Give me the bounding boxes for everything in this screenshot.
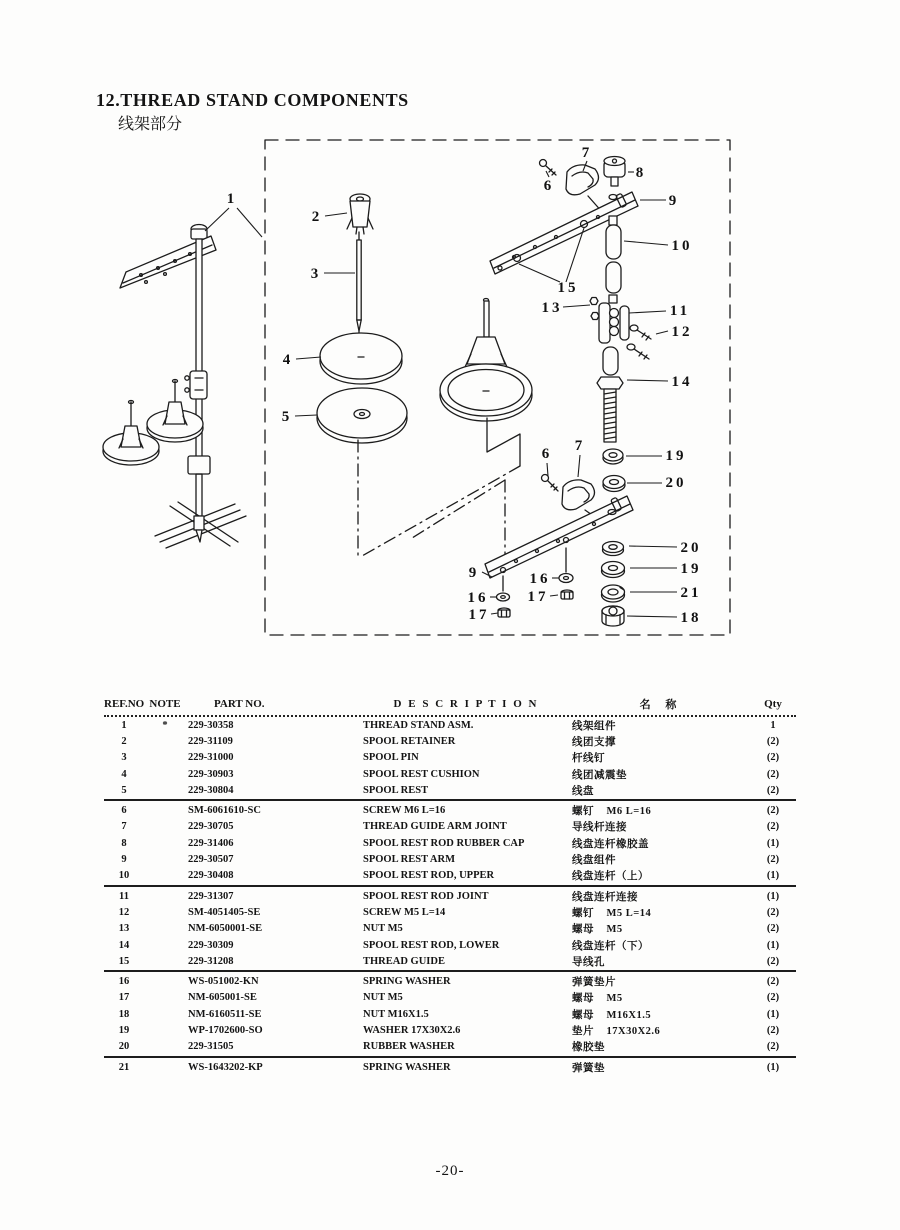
table-section-divider (104, 885, 796, 887)
cell-qty: (2) (766, 784, 780, 796)
part-number-label: 4 (282, 352, 294, 368)
table-section-divider (104, 970, 796, 972)
cell-ref-no: 5 (121, 784, 127, 796)
parts-table (104, 696, 796, 1075)
cell-description: SPOOL REST CUSHION (363, 768, 480, 780)
cell-part-no: 229-30903 (188, 768, 234, 780)
cell-name-cn: 线盘连杆（上） (572, 871, 649, 883)
cell-ref-no: 20 (118, 1041, 130, 1053)
label-leader-line (550, 595, 558, 596)
cell-qty: 1 (770, 719, 776, 731)
cell-qty: (2) (766, 976, 780, 988)
part-number-label: 6 (543, 178, 555, 194)
cell-part-no: 229-30507 (188, 854, 234, 866)
cell-ref-no: 4 (121, 768, 127, 780)
cell-part-no: SM-4051405-SE (188, 906, 261, 918)
cell-description: SPOOL REST ROD RUBBER CAP (363, 837, 525, 849)
cell-part-no: NM-605001-SE (188, 992, 257, 1004)
cell-qty: (2) (766, 735, 780, 747)
table-row (104, 851, 796, 867)
cell-name-cn: 螺母 M16X1.5 (572, 1009, 652, 1021)
cell-qty: (2) (766, 906, 780, 918)
cell-qty: (2) (766, 955, 780, 967)
table-row (104, 904, 796, 920)
cell-ref-no: 12 (118, 906, 130, 918)
part-number-label: 7 (581, 145, 593, 161)
cell-name-cn: 垫片 17X30X2.6 (572, 1025, 661, 1037)
cell-ref-no: 2 (121, 735, 127, 747)
header-note: NOTE (149, 698, 181, 710)
table-row (104, 782, 796, 798)
table-row (104, 1022, 796, 1038)
part-number-label: 17 (468, 607, 490, 623)
part-number-label: 19 (665, 448, 687, 464)
cell-name-cn: 螺钉 M6 L=16 (572, 806, 652, 818)
cell-name-cn: 螺母 M5 (572, 993, 623, 1005)
cell-name-cn: 线盘组件 (572, 855, 616, 867)
cell-ref-no: 21 (118, 1061, 130, 1073)
part-number-label: 2 (311, 209, 323, 225)
cell-ref-no: 9 (121, 854, 127, 866)
part-number-label: 17 (527, 589, 549, 605)
label-leader-line (629, 546, 677, 547)
label-leader-line (237, 208, 262, 237)
label-leader-line (629, 311, 666, 313)
header-part-no: PART NO. (214, 698, 265, 710)
header-ref-no: REF.NO (104, 698, 145, 710)
cell-part-no: 229-31208 (188, 955, 234, 967)
cell-description: NUT M5 (363, 992, 403, 1004)
cell-part-no: SM-6061610-SC (188, 805, 261, 817)
header-qty: Qty (764, 698, 782, 710)
cell-name-cn: 线盘 (572, 785, 594, 797)
table-row (104, 953, 796, 969)
label-leader-line (491, 613, 498, 614)
table-row (104, 766, 796, 782)
cell-part-no: 229-30804 (188, 784, 234, 796)
cell-qty: (2) (766, 992, 780, 1004)
table-row (104, 802, 796, 818)
page-number: -20- (435, 1163, 465, 1179)
cell-name-cn: 线盘连杆橡胶盖 (572, 838, 649, 850)
cell-description: RUBBER WASHER (363, 1041, 455, 1053)
label-leader-line (325, 213, 347, 216)
cell-description: THREAD GUIDE ARM JOINT (363, 821, 507, 833)
table-row (104, 937, 796, 953)
table-row (104, 888, 796, 904)
label-leader-line (205, 208, 229, 231)
label-leader-line (624, 241, 668, 245)
cell-part-no: 229-31307 (188, 890, 234, 902)
cell-part-no: NM-6050001-SE (188, 923, 263, 935)
cell-ref-no: 3 (121, 752, 127, 764)
part-number-label: 3 (310, 266, 322, 282)
table-row (104, 835, 796, 851)
table-section-divider (104, 1056, 796, 1058)
part-number-label: 9 (468, 565, 480, 581)
cell-part-no: 229-30705 (188, 821, 234, 833)
spool-cushion-drawing (320, 333, 402, 384)
cell-name-cn: 弹簧垫 (572, 1062, 605, 1074)
label-leader-line (519, 264, 560, 282)
part-number-label: 16 (467, 590, 489, 606)
cell-note: * (162, 719, 168, 731)
cell-description: SCREW M5 L=14 (363, 906, 446, 918)
label-leader-line (578, 455, 580, 477)
cell-part-no: WP-1702600-SO (188, 1024, 263, 1036)
cell-part-no: WS-1643202-KP (188, 1061, 263, 1073)
part-number-label: 7 (574, 438, 586, 454)
cell-qty: (1) (766, 870, 780, 882)
cell-part-no: 229-31000 (188, 752, 234, 764)
label-leader-line (295, 415, 317, 416)
part-number-label: 19 (680, 561, 702, 577)
cell-ref-no: 10 (118, 870, 130, 882)
cell-part-no: 229-31406 (188, 837, 234, 849)
cell-name-cn: 螺母 M5 (572, 924, 623, 936)
cell-ref-no: 19 (118, 1024, 130, 1036)
cell-ref-no: 8 (121, 837, 127, 849)
cell-description: NUT M16X1.5 (363, 1008, 429, 1020)
table-section-divider (104, 799, 796, 801)
cell-name-cn: 导线孔 (572, 956, 605, 968)
cell-qty: (2) (766, 821, 780, 833)
cell-name-cn: 杆线钉 (572, 753, 605, 765)
part-number-label: 12 (671, 324, 693, 340)
cell-description: SPOOL REST ROD JOINT (363, 890, 489, 902)
cell-part-no: WS-051002-KN (188, 976, 259, 988)
cell-description: SCREW M6 L=16 (363, 805, 446, 817)
cell-ref-no: 17 (118, 992, 130, 1004)
cell-ref-no: 15 (118, 955, 130, 967)
label-leader-line (656, 331, 668, 334)
cell-description: SPOOL PIN (363, 752, 419, 764)
table-row (104, 750, 796, 766)
cell-qty: (2) (766, 752, 780, 764)
table-row (104, 1039, 796, 1055)
cell-description: WASHER 17X30X2.6 (363, 1024, 461, 1036)
table-row (104, 717, 796, 733)
cell-description: SPOOL RETAINER (363, 735, 456, 747)
cell-ref-no: 13 (118, 923, 130, 935)
spool-rest-drawing (317, 388, 407, 443)
cell-name-cn: 螺钉 M5 L=14 (572, 907, 652, 919)
part-number-label: 1 (226, 191, 238, 207)
part-number-label: 6 (541, 446, 553, 462)
table-row (104, 921, 796, 937)
cell-qty: (2) (766, 1041, 780, 1053)
cell-name-cn: 线盘连杆（下） (572, 940, 649, 952)
cell-name-cn: 线团减震垫 (572, 769, 627, 781)
cell-name-cn: 橡胶垫 (572, 1042, 605, 1054)
cell-description: SPOOL REST ROD, LOWER (363, 939, 500, 951)
cell-ref-no: 11 (119, 890, 129, 902)
cell-ref-no: 16 (118, 976, 130, 988)
cell-qty: (2) (766, 923, 780, 935)
cell-qty: (2) (766, 768, 780, 780)
cell-description: THREAD GUIDE (363, 955, 445, 967)
cell-description: SPOOL REST ARM (363, 854, 455, 866)
cell-qty: (1) (766, 939, 780, 951)
cell-ref-no: 6 (121, 805, 127, 817)
part-number-label: 14 (671, 374, 693, 390)
part-number-label: 11 (669, 303, 691, 319)
table-row (104, 973, 796, 989)
part-number-label: 16 (529, 571, 551, 587)
cell-description: SPRING WASHER (363, 976, 451, 988)
label-leader-line (627, 616, 677, 617)
label-leader-line (296, 357, 321, 359)
cell-ref-no: 1 (121, 719, 127, 731)
parts-table-header (104, 696, 796, 717)
cell-name-cn: 线盘连杆连接 (572, 891, 638, 903)
part-number-label: 18 (680, 610, 702, 626)
part-number-label: 20 (680, 540, 702, 556)
part-number-label: 8 (635, 165, 647, 181)
cell-description: THREAD STAND ASM. (363, 719, 474, 731)
part-number-label: 5 (281, 409, 293, 425)
thread-stand-assembly-drawing (103, 225, 246, 549)
cell-part-no: 229-30358 (188, 719, 234, 731)
cell-ref-no: 14 (118, 939, 130, 951)
part-number-label: 9 (668, 193, 680, 209)
table-row (104, 868, 796, 884)
spool-retainer-drawing (347, 194, 373, 234)
cell-ref-no: 7 (121, 821, 127, 833)
page-title: 12.THREAD STAND COMPONENTS (96, 90, 409, 110)
part-number-label: 15 (557, 280, 579, 296)
cell-name-cn: 线团支撑 (572, 736, 616, 748)
table-row (104, 1059, 796, 1075)
table-row (104, 1006, 796, 1022)
part-number-label: 21 (680, 585, 702, 601)
header-description: D E S C R I P T I O N (393, 698, 539, 710)
cell-name-cn: 弹簧垫片 (572, 977, 616, 989)
header-name-cn: 名 称 (639, 699, 683, 711)
cell-description: SPRING WASHER (363, 1061, 451, 1073)
table-row (104, 990, 796, 1006)
cell-description: SPOOL REST ROD, UPPER (363, 870, 495, 882)
page-subtitle-cn: 线架部分 (118, 116, 183, 133)
label-leader-line (547, 463, 548, 476)
table-row (104, 733, 796, 749)
cell-qty: (1) (766, 1008, 780, 1020)
cell-description: SPOOL REST (363, 784, 429, 796)
cell-qty: (1) (766, 890, 780, 902)
cell-qty: (2) (766, 854, 780, 866)
cell-part-no: NM-6160511-SE (188, 1008, 262, 1020)
cell-part-no: 229-30309 (188, 939, 234, 951)
table-row (104, 819, 796, 835)
part-number-label: 10 (671, 238, 693, 254)
cell-name-cn: 导线杆连接 (572, 822, 627, 834)
parts-table-body (104, 717, 796, 1075)
cell-part-no: 229-31505 (188, 1041, 234, 1053)
cell-description: NUT M5 (363, 923, 403, 935)
upper-arm-assembly-drawing (490, 157, 651, 492)
cell-qty: (2) (766, 1024, 780, 1036)
cell-qty: (1) (766, 837, 780, 849)
cell-ref-no: 18 (118, 1008, 130, 1020)
cell-qty: (2) (766, 805, 780, 817)
cell-part-no: 229-30408 (188, 870, 234, 882)
assembled-spool-drawing (440, 299, 532, 422)
cell-qty: (1) (766, 1061, 780, 1073)
cell-part-no: 229-31109 (188, 735, 233, 747)
lower-arm-assembly-drawing (485, 475, 633, 627)
label-leader-line (627, 380, 668, 381)
label-leader-line (563, 305, 590, 307)
part-number-label: 13 (541, 300, 563, 316)
part-number-label: 20 (665, 475, 687, 491)
cell-name-cn: 线架组件 (572, 720, 616, 732)
